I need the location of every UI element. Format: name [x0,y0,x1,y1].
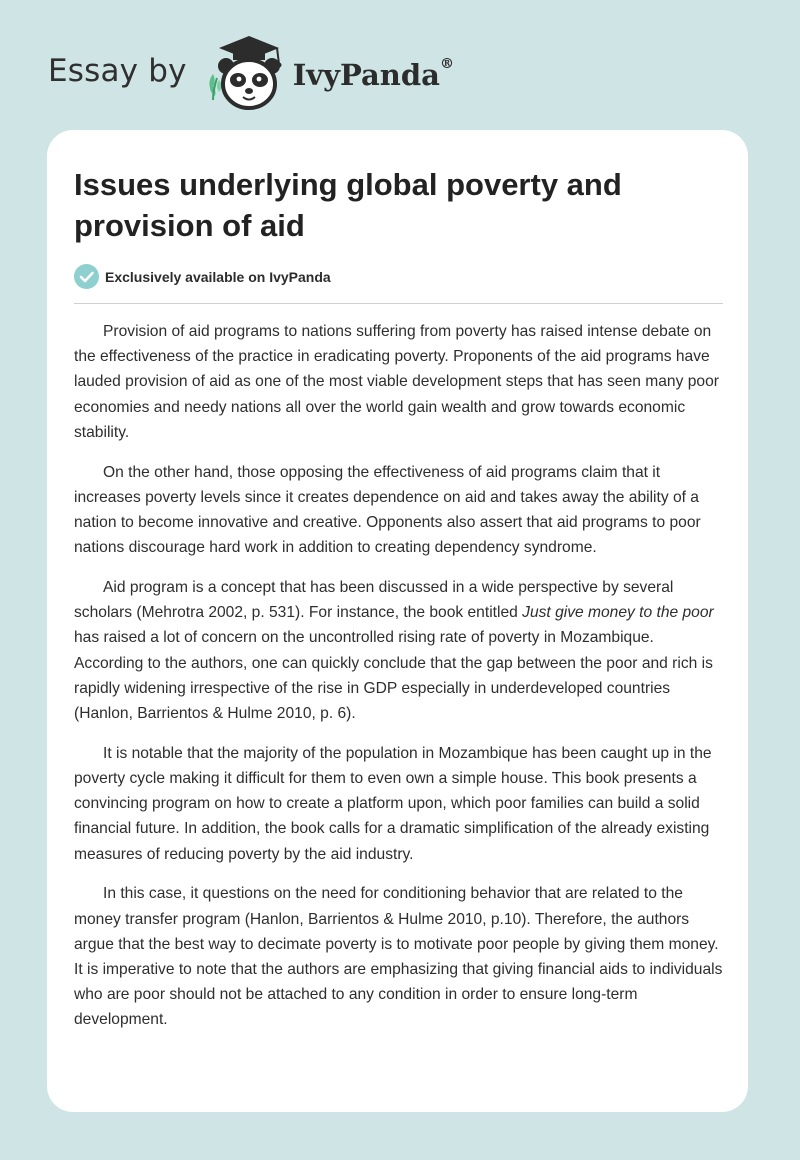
paragraph-5: In this case, it questions on the need for conditioning behavior that are related to the money transfer program (Hanlon, Barrientos & Hulme 2010, p.10). Therefore, the authors argue that the best way to decimate poverty is to motivate poor people by giving them money. It is imperative to note that the authors are emphasizing that giving financial aids to individuals who are poor should not be attached to any condition in order to ensure long-term development. [74,885,723,1029]
exclusive-badge-label: Exclusively available on IvyPanda [105,268,331,285]
trademark-symbol: ® [439,56,454,72]
site-header [48,34,454,114]
essay-title: Issues underlying global poverty and provision of aid [74,167,622,243]
exclusive-badge [74,264,331,289]
paragraph-4: It is notable that the majority of the population in Mozambique has been caught up in the poverty cycle making it difficult for them to even own a simple house. This book presents a convincing program on how to create a platform upon, which poor families can build a solid financial future. In addition, the book calls for a dramatic simplification of the already existing measures of reducing poverty by the aid industry. [74,744,712,863]
title-divider [74,303,723,304]
paragraph-1: Provision of aid programs to nations suffering from poverty has raised intense debate on the effectiveness of the practice in eradicating poverty. Proponents of the aid programs have lauded provision of aid as one of the most viable development steps that has seen many poor economies and needy nations all over the world gain wealth and grow towards economic stability. [74,323,719,441]
book-title: Just give money to the poor [522,604,714,622]
check-circle-icon [74,264,99,289]
brand-label: IvyPanda [292,58,440,92]
essay-card [47,130,748,1112]
paragraph-3 [74,575,726,726]
paragraph-3-part-b: has raised a lot of concern on the uncontrolled rising rate of poverty in Mozambique. According to the authors, one can quickly conclude that the gap between the poor and rich is rapidly widening irrespective of the rise in GDP especially in underdeveloped countries (Hanlon, Barrientos & Hulme 2010, p. 6). [74,629,713,723]
essay-by-label: Essay by [48,53,187,89]
brand-name[interactable] [293,58,454,92]
panda-graduate-icon[interactable] [199,34,289,114]
paragraph-2: On the other hand, those opposing the effectiveness of aid programs claim that it increases poverty levels since it creates dependence on aid and takes away the ability of a nation to become innovative and creative. Opponents also assert that aid programs to poor nations discourage hard work in addition to creating dependency syndrome. [74,463,701,557]
paragraph-3-part-a: Aid program is a concept that has been discussed in a wide perspective by several scholars (Mehrotra 2002, p. 531). For instance, the book entitled [74,579,674,622]
essay-body [74,319,726,1047]
